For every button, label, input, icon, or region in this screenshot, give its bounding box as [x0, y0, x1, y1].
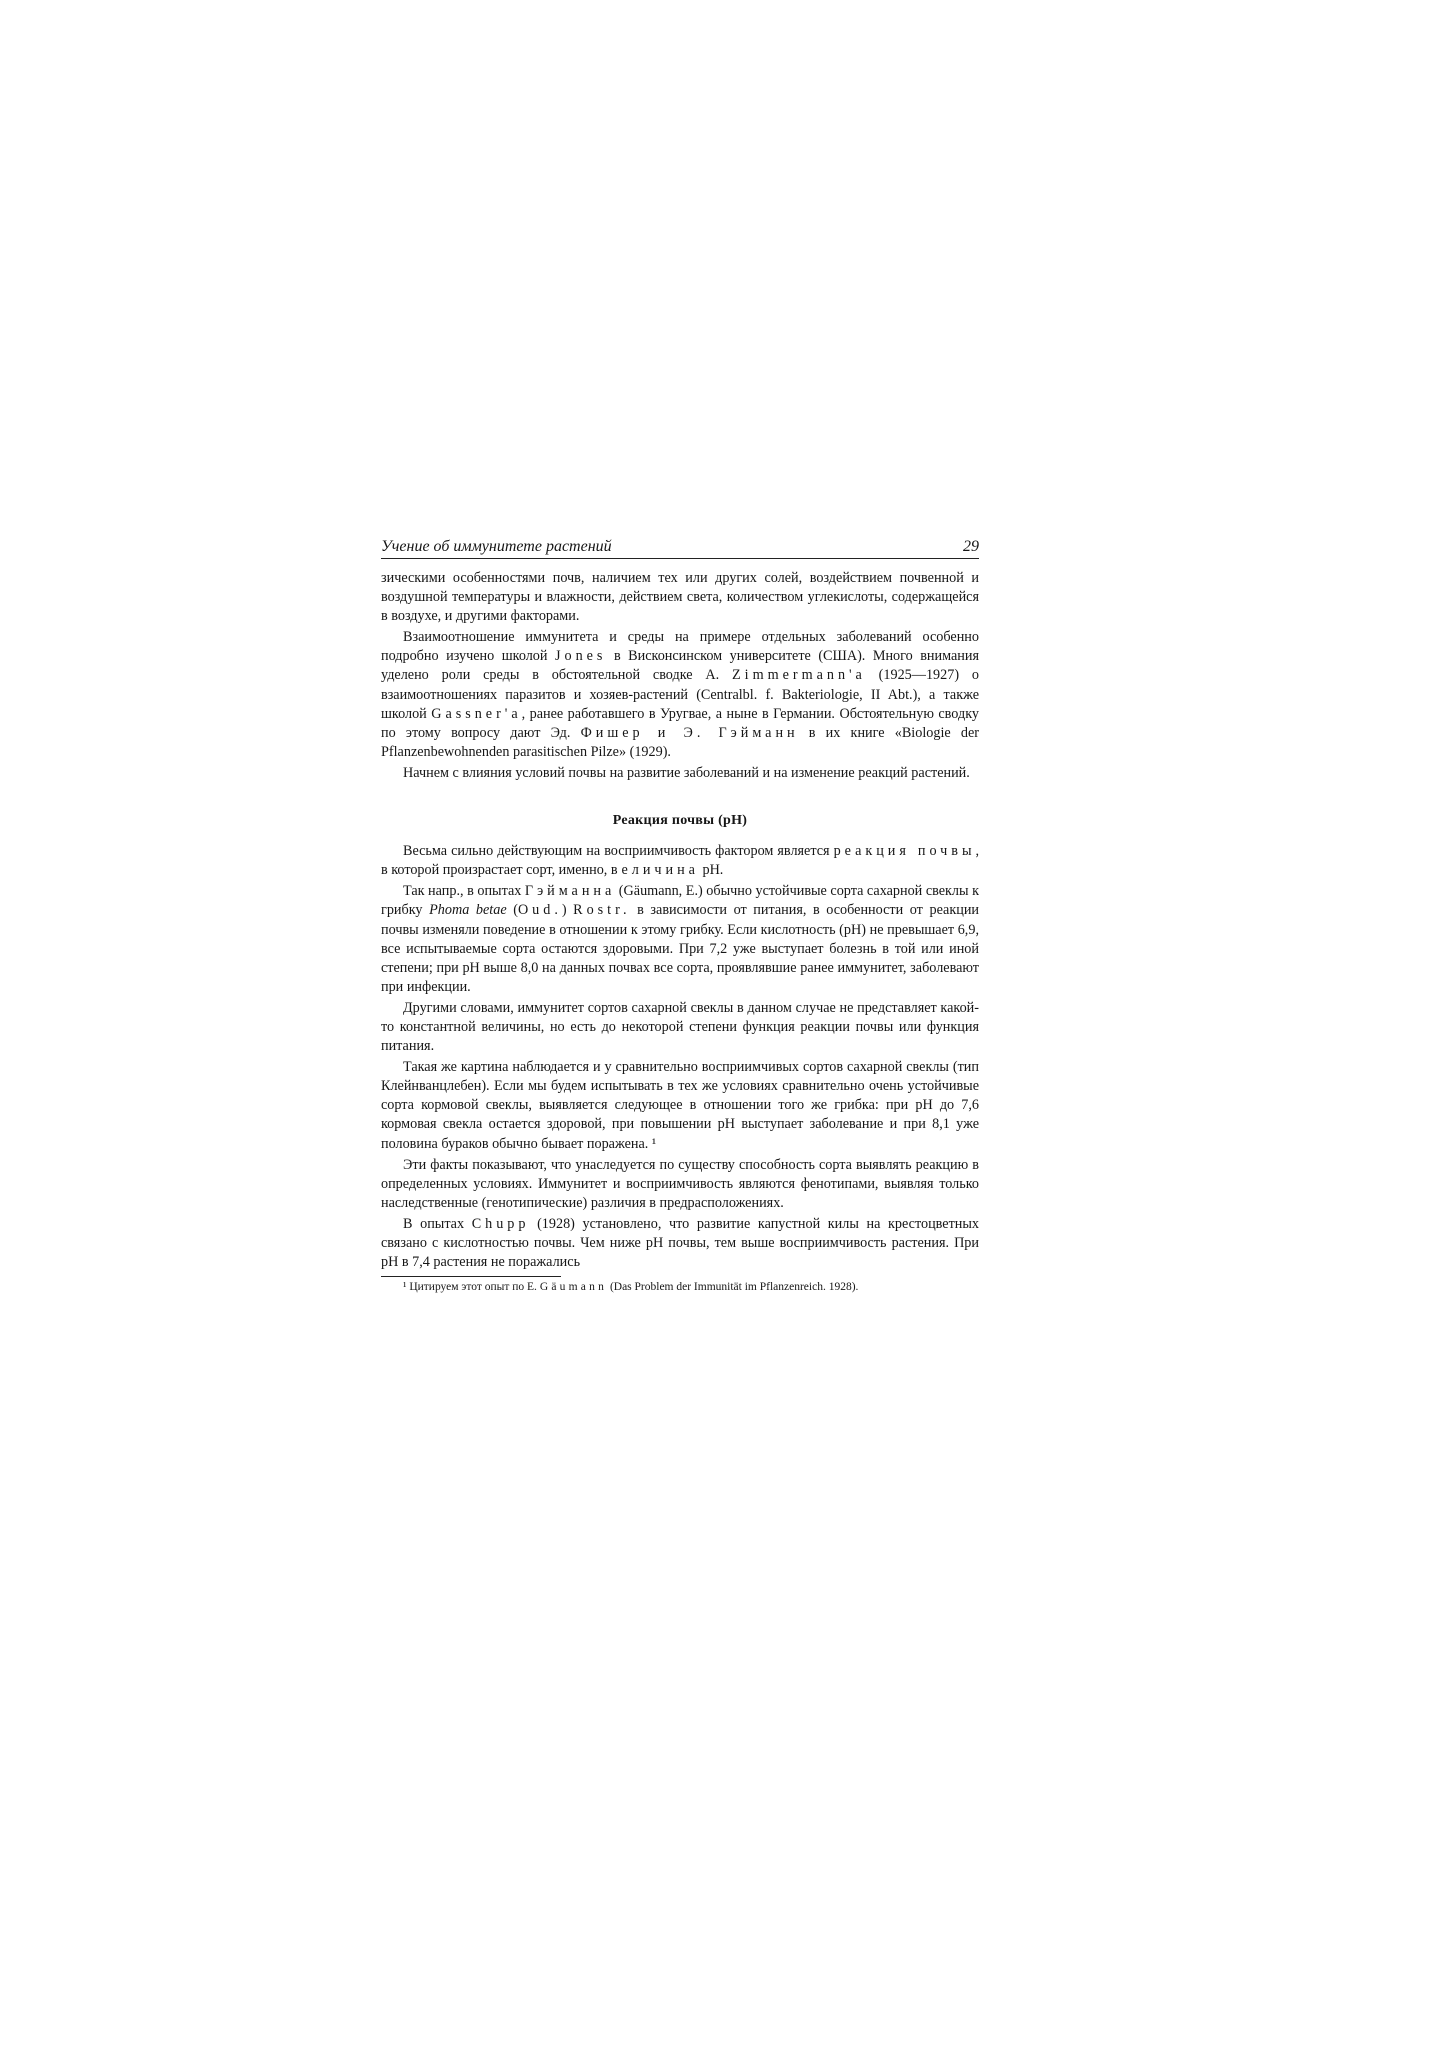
section-heading: Реакция почвы (pH) [612, 813, 748, 829]
text-run: (Gäumann, E.) обычно устойчивые сорта сахарной свеклы к грибку [381, 883, 979, 919]
species-name: Phoma betae [429, 902, 507, 919]
paragraph-immunity-environment [381, 628, 979, 762]
text-run: ) [561, 902, 574, 919]
emphasis-soil-reaction: реакция почвы [833, 843, 976, 860]
running-title: Учение об иммунитете растений [381, 538, 612, 555]
page-number: 29 [963, 538, 979, 555]
text-run: Взаимоотношение иммунитета и среды на примере отдельных заболеваний особенно подробно изучено школой [381, 629, 979, 665]
text-run: ¹ Цитируем этот опыт по E. [403, 1281, 540, 1294]
author-name-gaumann: Гэйманна [524, 883, 616, 900]
text-run: (1928) установлено, что развитие капустной килы на крестоцветных связано с кислотностью почвы. Чем ниже pH почвы, тем выше восприимчивость растения. При pH в 7,4 растения не поражались [381, 1215, 980, 1271]
paragraph-soil-reaction [381, 842, 979, 880]
text-run: Так напр., в опытах [403, 883, 525, 900]
author-name-zimmermann: Zimmermann'a [732, 667, 866, 684]
author-abbrev-rostr: Rostr. [573, 902, 631, 919]
paragraph-soil-intro: Начнем с влияния условий почвы на развитие заболеваний и на изменение реакций растений. [403, 764, 970, 781]
text-run: pH. [698, 862, 724, 879]
text-run: (Das Problem der Immunität im Pflanzenreich. 1928). [607, 1281, 859, 1294]
author-name-fischer-gaumann: Фишер и Э. Гэйманн [580, 724, 799, 741]
text-run: в зависимости от питания, в особенности от реакции почвы изменяли поведение в отношении к этому грибку. Если кислотность (pH) не превышает 6,9, все испытываемые сорта остаются здоровыми. При 7,2 уже выступает болезнь в той или иной степени; при pH выше 8,0 на данных почвах все сорта, проявлявшие ранее иммунитет, заболевают при инфекции. [381, 902, 980, 995]
paragraph-continuation: зическими особенностями почв, наличием тех или других солей, воздействием почвенной и воздушной температуры и влажности, действием света, количеством углекислоты, содержащейся в воздухе, и другими факторами. [381, 570, 979, 625]
paragraph-gaumann-experiments [381, 882, 979, 997]
text-run: В опытах [403, 1215, 472, 1232]
author-name-chupp: Chupp [471, 1215, 530, 1232]
page-body [381, 569, 979, 1272]
author-name-jones: Jones [555, 648, 607, 665]
text-run: , ранее работавшего в Уругвае, а ныне в Германии. Обстоятельную сводку по этому вопросу дают Эд. [381, 705, 979, 741]
text-run: ( [506, 902, 518, 919]
text-run: (1925—1927) о взаимоотношениях паразитов и хозяев-растений (Centralbl. f. Bakteriologie, II Abt.), а также школой [381, 667, 979, 722]
book-page [381, 538, 979, 1295]
author-name-gassner: Gassner'a [431, 705, 522, 722]
running-header [381, 538, 979, 559]
author-name-gaumann-footnote: Gäumann [539, 1281, 608, 1294]
text-run: в их книге «Biologie der Pflanzenbewohnenden parasitischen Pilze» (1929). [381, 724, 980, 760]
paragraph-in-other-words: Другими словами, иммунитет сортов сахарной свеклы в данном случае не представляет какой-то константной величины, но есть до некоторой степени функция реакции почвы или функция питания. [381, 999, 979, 1055]
paragraph-facts: Эти факты показывают, что унаследуется по существу способность сорта выявлять реакцию в определенных условиях. Иммунитет и восприимчивость являются фенотипами, выявляя только наследственные (генотипические) различия в предрасположениях. [381, 1156, 979, 1211]
footnote [381, 1280, 979, 1295]
paragraph-fodder-beet: Такая же картина наблюдается и у сравнительно восприимчивых сортов сахарной свеклы (тип Клейнванцлебен). Если мы будем испытывать в тех же условиях сравнительно очень устойчивые сорта кормовой свеклы, выявляется следующее в отношении того же грибка: при pH до 7,6 кормовая свекла остается здоровой, при повышении pH выступает заболевание и при 8,1 уже половина бураков обычно бывает поражена. ¹ [381, 1059, 979, 1152]
text-run: Весьма сильно действующим на восприимчивость фактором является [403, 843, 834, 860]
author-abbrev-oud: Oud. [517, 902, 562, 919]
text-run: в Висконсинском университете (США). Много внимания уделено роли среды в обстоятельной сводке А. [381, 648, 980, 684]
emphasis-value: величина [610, 862, 699, 879]
paragraph-chupp [381, 1215, 979, 1272]
text-run: , в которой произрастает сорт, именно, [381, 843, 979, 879]
footnote-rule [381, 1276, 561, 1277]
